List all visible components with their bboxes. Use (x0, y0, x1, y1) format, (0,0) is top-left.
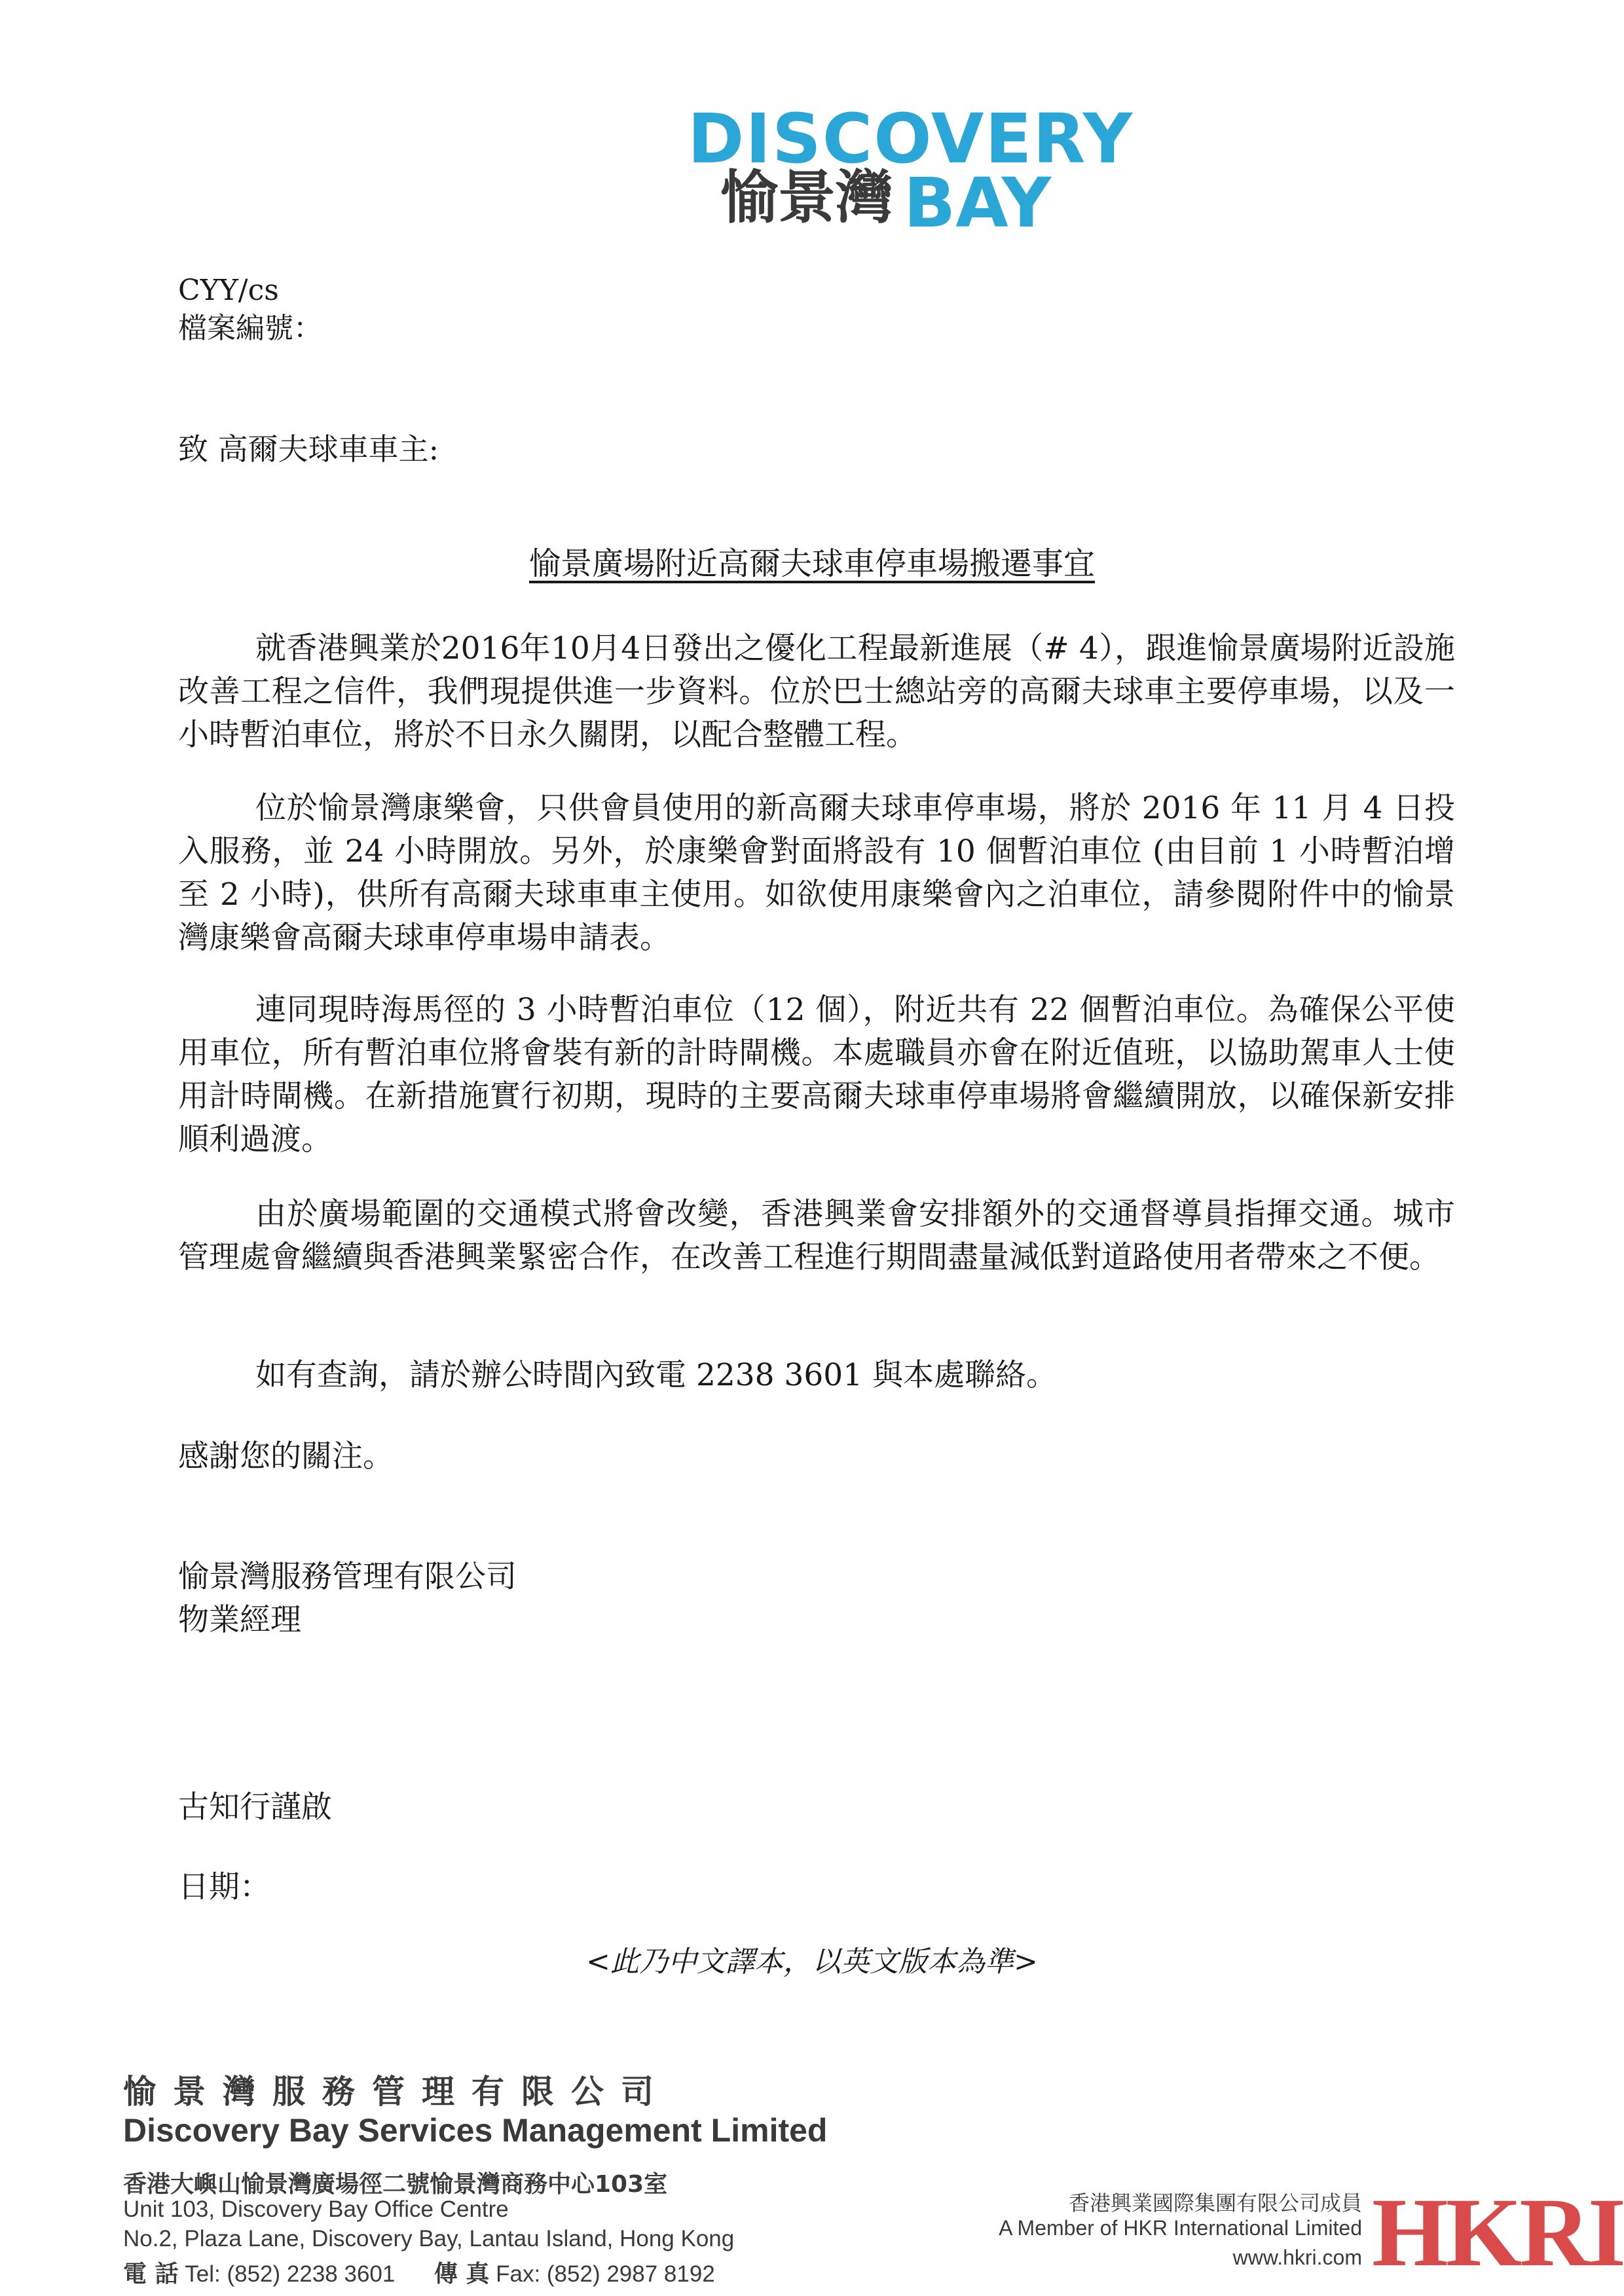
letter-subject: 愉景廣場附近高爾夫球車停車場搬遷事宜 (528, 545, 1095, 582)
logo-discovery-text: DISCOVERY (688, 99, 1134, 179)
file-number-label: 檔案編號： (178, 312, 322, 345)
reference-code: CYY/cs (178, 274, 279, 307)
footer-company-en: Discovery Bay Services Management Limited (123, 2112, 828, 2149)
logo-chinese-text: 愉景灣 (720, 164, 894, 231)
signature-position: 物業經理 (178, 1602, 301, 1638)
footer-address-en-2: No.2, Plaza Lane, Discovery Bay, Lantau Island, Hong Kong (123, 2226, 735, 2251)
hkri-logo: HKRI (1372, 2178, 1624, 2287)
footer-company-zh: 愉景灣服務管理有限公司 (123, 2073, 671, 2111)
footer-member-zh: 香港興業國際集團有限公司成員 (1068, 2191, 1362, 2215)
paragraph-5: 如有查詢，請於辦公時間內致電 2238 3601 與本處聯絡。 (255, 1357, 1058, 1393)
paragraph-3: 連同現時海馬徑的 3 小時暫泊車位（12 個），附近共有 22 個暫泊車位。為確保公平使用車位，所有暫泊車位將會裝有新的計時閘機。本處職員亦會在附近值班，以協助駕車人士使用計時閘機。在新措施實行初期，現時的主要高爾夫球車停車場將會繼續開放，以確保新安排順利過渡。 (178, 992, 1455, 1157)
paragraph-2: 位於愉景灣康樂會，只供會員使用的新高爾夫球車停車場，將於 2016 年 11 月 4 日投入服務，並 24 小時開放。另外，於康樂會對面將設有 10 個暫泊車位 (由目前 1 小時暫泊增至 2 小時)，供所有高爾夫球車車主使用。如欲使用康樂會內之泊車位，請參閱附件中的愉景灣康樂會高爾夫球車停車場申請表。 (178, 790, 1455, 956)
date-label: 日期： (178, 1869, 270, 1905)
footer-contact-line (123, 2255, 715, 2289)
footer-website: www.hkri.com (1232, 2246, 1362, 2269)
tel-label: 電 話 (123, 2261, 179, 2287)
paragraph-1: 就香港興業於2016年10月4日發出之優化工程最新進展（# 4），跟進愉景廣場附近設施改善工程之信件，我們現提供進一步資料。位於巴士總站旁的高爾夫球車主要停車場，以及一小時暫泊車位，將於不日永久關閉，以配合整體工程。 (178, 630, 1455, 753)
logo-bay-text: BAY (904, 163, 1052, 243)
signature-name: 古知行謹啟 (178, 1789, 332, 1825)
tel-number: Tel: (852) 2238 3601 (185, 2261, 396, 2287)
paragraph-4: 由於廣場範圍的交通模式將會改變，香港興業會安排額外的交通督導員指揮交通。城市管理處會繼續與香港興業緊密合作，在改善工程進行期間盡量減低對道路使用者帶來之不便。 (178, 1196, 1455, 1275)
salutation: 致 高爾夫球車車主: (178, 431, 439, 467)
fax-number: Fax: (852) 2987 8192 (496, 2261, 715, 2287)
footer-member-en: A Member of HKR International Limited (999, 2216, 1362, 2240)
fax-label: 傳 真 (434, 2261, 490, 2287)
thanks-line: 感謝您的關注。 (178, 1438, 394, 1474)
footer-address-zh: 香港大嶼山愉景灣廣場徑二號愉景灣商務中心103室 (123, 2171, 668, 2198)
footer-address-en-1: Unit 103, Discovery Bay Office Centre (123, 2196, 509, 2222)
translation-note: <此乃中文譯本，以英文版本為準> (586, 1945, 1038, 1978)
signature-company: 愉景灣服務管理有限公司 (178, 1559, 517, 1595)
